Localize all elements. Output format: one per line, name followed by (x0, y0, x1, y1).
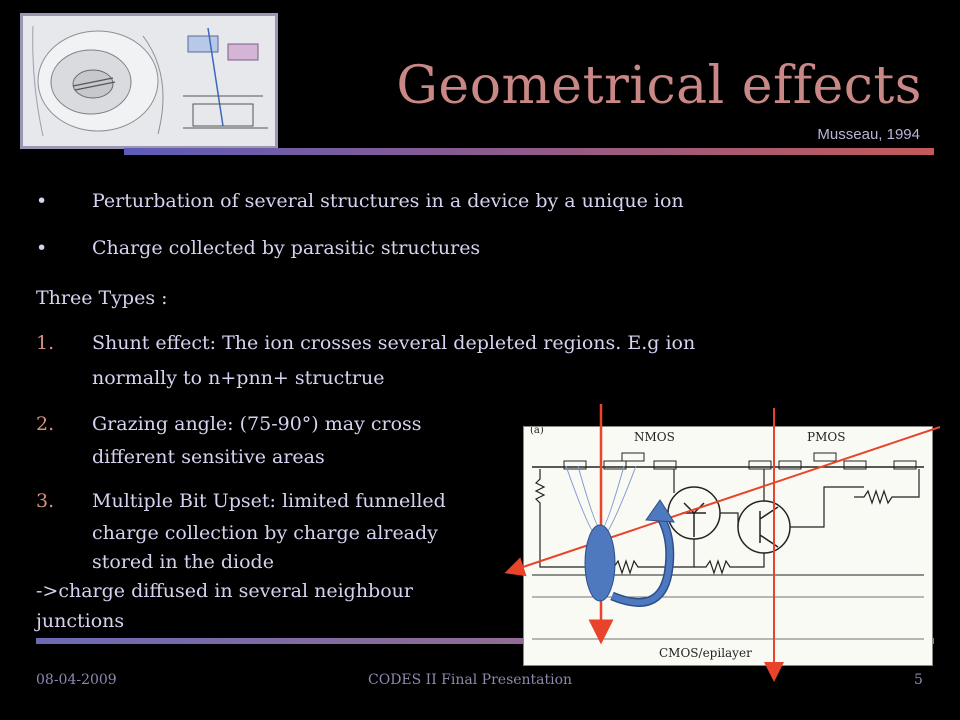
nmos-label: NMOS (634, 430, 675, 444)
tail-line-2: junctions (36, 610, 125, 632)
bullet-marker: • (36, 190, 48, 212)
diagram-panel-label: (a) (530, 427, 544, 436)
footer-date: 08-04-2009 (36, 672, 117, 688)
pmos-label: PMOS (807, 430, 846, 444)
item-3-line-1: Multiple Bit Upset: limited funnelled (92, 490, 446, 512)
cmos-epilayer-label: CMOS/epilayer (659, 646, 752, 660)
item-1-line-1: Shunt effect: The ion crosses several depleted regions. E.g ion (92, 332, 696, 354)
item-number-2: 2. (36, 413, 55, 435)
item-3-line-2: charge collection by charge already (92, 522, 438, 544)
item-number-1: 1. (36, 332, 55, 354)
bullet-marker: • (36, 237, 48, 259)
item-2-line-1: Grazing angle: (75-90°) may cross (92, 413, 422, 435)
bullet-text-1: Perturbation of several structures in a device by a unique ion (92, 190, 684, 212)
footer-title: CODES II Final Presentation (368, 672, 573, 688)
item-number-3: 3. (36, 490, 55, 512)
item-1-line-2: normally to n+pnn+ structrue (92, 367, 385, 389)
types-heading: Three Types : (36, 287, 168, 309)
charge-ellipse (585, 525, 615, 601)
slide-title: Geometrical effects (396, 56, 922, 116)
item-3-line-3: stored in the diode (92, 551, 274, 573)
item-2-line-2: different sensitive areas (92, 446, 325, 468)
footer-page-number: 5 (914, 672, 923, 688)
tail-line-1: ->charge diffused in several neighbour (36, 580, 413, 602)
bullet-text-2: Charge collected by parasitic structures (92, 237, 481, 259)
slide-subtitle: Musseau, 1994 (817, 126, 920, 143)
diffusion-arrow-head (646, 500, 674, 522)
